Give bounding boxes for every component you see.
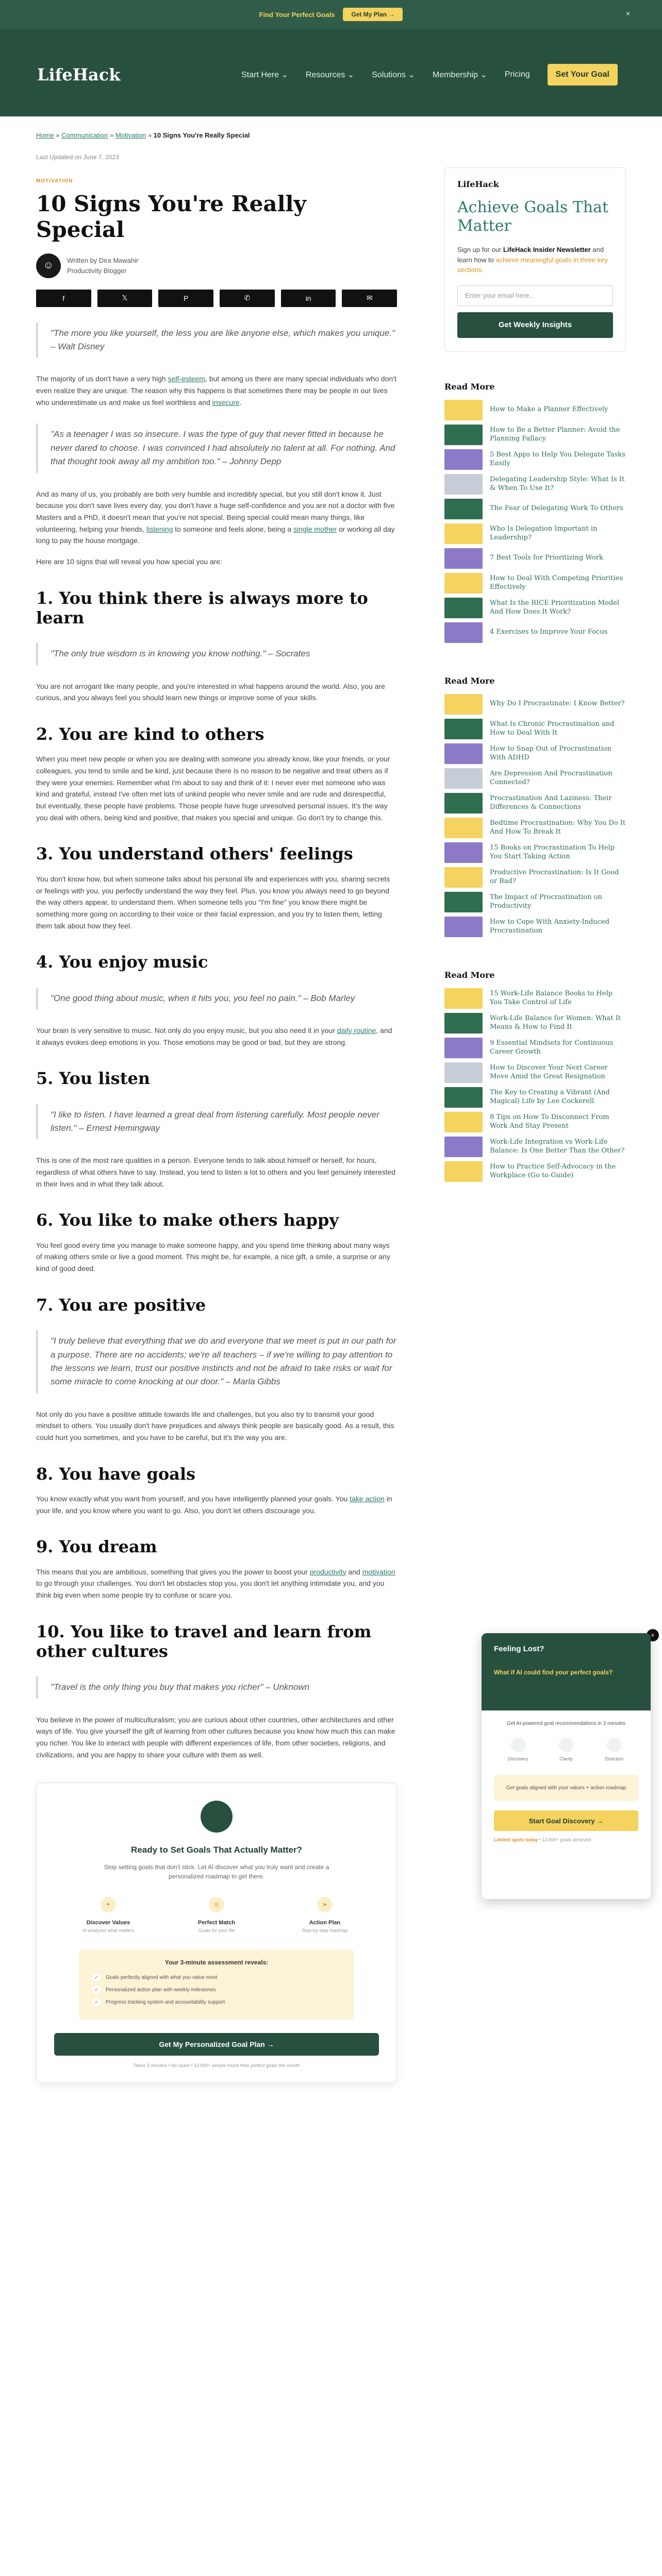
read-more-heading: Read More bbox=[444, 970, 495, 980]
article-thumbnail[interactable] bbox=[444, 1062, 483, 1083]
section-3-text: You don't know how, but when someone talks about his personal life and experiences with you, sharing secrets or feelings with you, you perfectly understand the way they feel. Plus, you know you always need to go beyond the way others appear, to understand them. When someone tells you "I'm fine" you know there might be something more going on according to their voice or their facial expression, and you try to listen them, letting them talk about how they feel. bbox=[36, 874, 390, 930]
set-goal-button[interactable]: Set Your Goal bbox=[548, 64, 618, 86]
read-more-item[interactable] bbox=[444, 1060, 626, 1085]
article-thumbnail[interactable] bbox=[444, 523, 483, 544]
quote-depp: "As a teenager I was so insecure. I was the type of guy that never fitted in because he never dared to choose. I was convinced I had absolutely no talent at all. For nothing. And that thought took away all my ambition too." – Johnny Depp bbox=[36, 423, 397, 472]
section-heading-8: 8. You have goals bbox=[36, 1464, 196, 1484]
article-thumbnail[interactable] bbox=[444, 499, 483, 519]
author-info bbox=[67, 256, 138, 276]
article-thumbnail[interactable] bbox=[444, 719, 483, 739]
section-heading-9: 9. You dream bbox=[36, 1537, 157, 1557]
article-category[interactable]: MOTIVATION bbox=[36, 178, 73, 184]
breadcrumb-separator: » bbox=[146, 131, 154, 139]
email-field[interactable]: Enter your email here... bbox=[457, 285, 613, 306]
breadcrumb-current: 10 Signs You're Really Special bbox=[153, 131, 250, 139]
link-self-esteem[interactable]: self-esteem bbox=[168, 375, 205, 383]
nav-item-start-here[interactable]: Start Here ⌄ bbox=[241, 71, 288, 79]
link-single-mother[interactable]: single mother bbox=[293, 524, 337, 533]
whatsapp-icon[interactable]: ✆ bbox=[220, 290, 275, 307]
author-block bbox=[36, 253, 397, 278]
read-more-item[interactable] bbox=[444, 1036, 626, 1060]
popup-guarantee: Get goals aligned with your values + action roadmap bbox=[494, 1775, 638, 1801]
article-thumbnail[interactable] bbox=[444, 449, 483, 470]
step-desc: Step-by-step roadmap bbox=[302, 1927, 348, 1933]
read-more-items bbox=[444, 398, 626, 645]
icon-label: Direction bbox=[605, 1756, 624, 1761]
read-more-item[interactable] bbox=[444, 447, 626, 472]
read-more-list bbox=[444, 970, 626, 1184]
reveal-item: ✓ Progress tracking system and accountability support bbox=[92, 1998, 341, 2006]
read-more-item[interactable] bbox=[444, 1134, 626, 1159]
accent-text: achieve meaningful goals in three key sections. bbox=[457, 256, 608, 274]
read-more-link[interactable]: How to Be a Better Planner: Avoid the Planning Fallacy bbox=[490, 426, 620, 443]
linkedin-icon[interactable]: in bbox=[281, 290, 336, 307]
section-heading-4: 4. You enjoy music bbox=[36, 952, 208, 972]
newsletter-signup bbox=[444, 167, 626, 352]
main-nav bbox=[0, 29, 662, 116]
read-more-item[interactable] bbox=[444, 741, 626, 766]
read-more-item[interactable] bbox=[444, 398, 626, 422]
read-more-link[interactable]: 7 Best Tools for Prioritizing Work bbox=[490, 554, 603, 562]
article-thumbnail[interactable] bbox=[444, 842, 483, 863]
read-more-link[interactable]: Who Is Delegation Important in Leadership? bbox=[490, 524, 598, 541]
read-more-item[interactable] bbox=[444, 791, 626, 816]
goal-plan-button[interactable]: Get My Personalized Goal Plan → bbox=[54, 2033, 379, 2056]
popup-header bbox=[482, 1633, 651, 1710]
text: and bbox=[346, 1567, 362, 1576]
read-more-link[interactable]: What Is Chronic Procrastination and How to Deal With It bbox=[490, 720, 615, 737]
target-icon: ◎ bbox=[209, 1897, 224, 1912]
popup-footer bbox=[494, 1837, 638, 1842]
paragraph-3: Here are 10 signs that will reveal you how special you are: bbox=[36, 557, 223, 566]
popup-desc: Get AI-powered goal recommendations in 3 minutes bbox=[506, 1721, 626, 1726]
article-thumbnail[interactable] bbox=[444, 598, 483, 618]
read-more-list bbox=[444, 382, 626, 645]
section-heading-1: 1. You think there is always more to learn bbox=[36, 588, 368, 628]
read-more-item[interactable] bbox=[444, 865, 626, 890]
intro-paragraph bbox=[36, 373, 397, 408]
site-logo[interactable]: LifeHack bbox=[37, 65, 121, 84]
link-listening[interactable]: listening bbox=[146, 524, 173, 533]
read-more-item[interactable] bbox=[444, 1085, 626, 1110]
text: to someone and feels alone, being a bbox=[173, 524, 293, 533]
article-thumbnail[interactable] bbox=[444, 1112, 483, 1132]
section-10-text: You believe in the power of multiculturalism; you are curious about other countries, other architectures and other ways of life. You give yourself the gift of learning from other cultures because you know how much this can make you richer. You like to interact with people with different experiences of life, from other societies, religions, and civilizations, and you are happy to share your culture with them as well. bbox=[36, 1715, 395, 1759]
newsletter-name: LifeHack Insider Newsletter bbox=[503, 246, 591, 253]
read-more-list bbox=[444, 676, 626, 939]
breadcrumb-home[interactable]: Home bbox=[36, 131, 54, 139]
text: , and it always evokes deep emotions in you. Those emotions may be good or bad, but they are strong. bbox=[36, 1026, 392, 1046]
goal-discovery-popup bbox=[482, 1633, 651, 1899]
start-goal-discovery-button[interactable]: Start Goal Discovery → bbox=[494, 1810, 638, 1831]
nav-item-resources[interactable]: Resources ⌄ bbox=[305, 71, 355, 79]
read-more-link[interactable]: How to Snap Out of Procrastination With ADHD bbox=[490, 744, 612, 761]
article-thumbnail[interactable] bbox=[444, 1161, 483, 1182]
quiz-step bbox=[286, 1897, 363, 1933]
read-more-link[interactable]: 5 Best Apps to Help You Delegate Tasks Easily bbox=[490, 450, 625, 467]
article-thumbnail[interactable] bbox=[444, 818, 483, 838]
text: in your life, and you know where you want to go. Also, you don't let others discourage you. bbox=[36, 1494, 392, 1515]
article-thumbnail[interactable] bbox=[444, 1137, 483, 1157]
promo-close-icon[interactable]: × bbox=[625, 9, 630, 18]
article-thumbnail[interactable] bbox=[444, 622, 483, 643]
read-more-link[interactable]: How to Make a Planner Effectively bbox=[490, 405, 608, 414]
read-more-link[interactable]: Productive Procrastination: Is It Good or Bad? bbox=[490, 868, 619, 885]
quote-disney: "The more you like yourself, the less you are like anyone else, which makes you unique." – Walt Disney bbox=[36, 323, 397, 358]
text: . bbox=[239, 398, 242, 406]
direction-item bbox=[596, 1738, 632, 1761]
article-thumbnail[interactable] bbox=[444, 425, 483, 445]
article-thumbnail[interactable] bbox=[444, 917, 483, 937]
author-name[interactable]: Written by Dira Mawahir bbox=[67, 257, 139, 265]
popup-close-icon[interactable]: × bbox=[647, 1629, 659, 1641]
target-icon bbox=[201, 1801, 233, 1833]
icon-label: Discovery bbox=[507, 1756, 528, 1761]
read-more-item[interactable] bbox=[444, 422, 626, 447]
article-thumbnail[interactable] bbox=[444, 400, 483, 420]
article bbox=[36, 131, 397, 2083]
read-more-item[interactable] bbox=[444, 1011, 626, 1036]
quiz-subtitle: Stop setting goals that don't stick. Let AI discover what you truly want and create a personalized roadmap to get there. bbox=[104, 1863, 329, 1880]
share-bar bbox=[36, 290, 397, 307]
text: This means that you are ambitious, something that gives you the power to boost your bbox=[36, 1567, 310, 1576]
quote-hemingway: "I like to listen. I have learned a great deal from listening carefully. Most people never listen." – Ernest Hemingway bbox=[36, 1104, 397, 1140]
clarity-icon bbox=[559, 1738, 573, 1752]
section-4-text bbox=[36, 1025, 397, 1048]
text: or working all day long to pay the house mortgage. bbox=[36, 524, 395, 545]
signup-brand: LifeHack bbox=[457, 179, 499, 189]
read-more-item[interactable] bbox=[444, 914, 626, 939]
step-name: Action Plan bbox=[309, 1919, 341, 1926]
last-updated: Last Updated on June 7, 2023 bbox=[36, 154, 119, 161]
read-more-link[interactable]: Are Depression And Procrastination Connected? bbox=[490, 769, 613, 786]
breadcrumb bbox=[36, 131, 397, 139]
nav-item-pricing[interactable]: Pricing bbox=[504, 70, 530, 79]
article-thumbnail[interactable] bbox=[444, 892, 483, 912]
quiz-title: Ready to Set Goals That Actually Matter? bbox=[131, 1844, 302, 1855]
section-8-text bbox=[36, 1493, 397, 1516]
section-7-text: Not only do you have a positive attitude towards life and challenges, but you also try to transmit your good mindset to others. You usually don't have prejudices and always think people are basically good. As a result, this could hurt you sometimes, and you have to be careful, but it's the way you are. bbox=[36, 1410, 394, 1442]
read-more-link[interactable]: Bedtime Procrastination: Why You Do It And How To Break It bbox=[490, 819, 626, 836]
discovery-icon bbox=[511, 1738, 525, 1752]
facebook-icon[interactable]: f bbox=[36, 290, 91, 307]
article-thumbnail[interactable] bbox=[444, 793, 483, 814]
article-thumbnail[interactable] bbox=[444, 694, 483, 715]
pinterest-icon[interactable]: P bbox=[158, 290, 213, 307]
popup-body bbox=[482, 1710, 651, 1853]
step-desc: Goals for your life bbox=[198, 1927, 235, 1933]
page-title: 10 Signs You're Really Special bbox=[36, 191, 306, 243]
breadcrumb-motivation[interactable]: Motivation bbox=[115, 131, 146, 139]
article-thumbnail[interactable] bbox=[444, 548, 483, 569]
article-thumbnail[interactable] bbox=[444, 1038, 483, 1058]
step-desc: AI analyzes what matters bbox=[82, 1927, 135, 1933]
read-more-heading: Read More bbox=[444, 675, 495, 686]
quiz-steps bbox=[54, 1897, 379, 1933]
icon-label: Clarity bbox=[559, 1756, 573, 1761]
weekly-insights-button[interactable]: Get Weekly Insights bbox=[457, 312, 613, 338]
email-icon[interactable]: ✉ bbox=[342, 290, 397, 307]
direction-icon bbox=[607, 1738, 621, 1752]
read-more-link[interactable]: The Key to Creating a Vibrant (And Magical) Life by Lee Cockerell bbox=[490, 1088, 610, 1105]
nav-menu bbox=[241, 64, 618, 86]
step-name: Perfect Match bbox=[197, 1919, 236, 1926]
signup-headline: Achieve Goals That Matter bbox=[457, 198, 609, 235]
read-more-link[interactable]: What Is the RICE Prioritization Model And How Does It Work? bbox=[490, 599, 620, 616]
read-more-item[interactable] bbox=[444, 1159, 626, 1184]
read-more-item[interactable] bbox=[444, 571, 626, 596]
read-more-item[interactable] bbox=[444, 472, 626, 497]
quote-gibbs: "I truly believe that everything that we do and everyone that we meet is put in our path for a purpose. There are no accidents; we're all teachers – if we're willing to pay attention to the lessons we learn, trust our positive instincts and not be afraid to take risks or wait for some miracle to come knocking at our door." – Marla Gibbs bbox=[36, 1330, 397, 1393]
text: Your brain is very sensitive to music. Not only do you enjoy music, but you also need it in your bbox=[36, 1026, 337, 1035]
read-more-link[interactable]: 9 Essential Mindsets for Continuous Career Growth bbox=[490, 1039, 614, 1056]
sidebar bbox=[444, 167, 626, 1184]
text: And as many of us, you probably are both very humble and incredibly special, but you still don't know it. Just because you don't save lives every day, you don't have a huge self-confidence and you are not a doctor with five Masters and a PhD, it doesn't mean that you're not special. Being special could mean many things, like volunteering, helping your friends, bbox=[36, 489, 395, 533]
section-5-text: This is one of the most rare qualities in a person. Everyone tends to talk about himself or herself, for hours, regardless of what others have to say. Instead, you tend to listen a lot to others and you feel genuinely interested in their lives and in what they talk about. bbox=[36, 1156, 396, 1188]
link-motivation[interactable]: motivation bbox=[362, 1567, 395, 1576]
text: • 12,000+ goals achieved bbox=[538, 1837, 591, 1842]
read-more-item[interactable] bbox=[444, 596, 626, 620]
read-more-item[interactable] bbox=[444, 692, 626, 717]
nav-item-solutions[interactable]: Solutions ⌄ bbox=[372, 71, 415, 79]
read-more-item[interactable] bbox=[444, 497, 626, 521]
read-more-item[interactable] bbox=[444, 521, 626, 546]
goal-quiz-card bbox=[36, 1783, 397, 2083]
popup-title: Feeling Lost? bbox=[494, 1645, 544, 1653]
map-icon: ➤ bbox=[317, 1897, 333, 1912]
article-thumbnail[interactable] bbox=[444, 1013, 483, 1033]
quiz-step bbox=[70, 1897, 147, 1933]
discovery-item bbox=[500, 1738, 536, 1761]
read-more-heading: Read More bbox=[444, 381, 495, 392]
popup-icons bbox=[494, 1738, 638, 1761]
section-heading-5: 5. You listen bbox=[36, 1069, 151, 1089]
quiz-footer: Takes 3 minutes • No spam • 12,000+ people found their perfect goals this month bbox=[133, 2062, 300, 2068]
read-more-link[interactable]: 15 Books on Procrastination To Help You Start Taking Action bbox=[490, 843, 615, 860]
text: to go through your challenges. You don't let obstacles stop you, you don't let anything intimidate you, and you think big even when some people try to confuse or scare you. bbox=[36, 1579, 385, 1600]
link-daily-routine[interactable]: daily routine bbox=[337, 1026, 376, 1035]
article-thumbnail[interactable] bbox=[444, 867, 483, 888]
popup-subtitle: What if AI could find your perfect goals? bbox=[494, 1669, 613, 1676]
section-heading-7: 7. You are positive bbox=[36, 1295, 206, 1315]
read-more-link[interactable]: How to Practice Self-Advocacy in the Workplace (Go to Guide) bbox=[490, 1162, 616, 1179]
step-name: Discover Values bbox=[86, 1919, 130, 1926]
top-promo-bar bbox=[0, 0, 662, 29]
text: , but among us there are many special individuals who don't even realize they are unique. The reason why this happens is that sometimes there may be people in our lives who underestimate us and make us feel worthless and bbox=[36, 375, 396, 406]
quote-travel: "Travel is the only thing you buy that makes you richer" – Unknown bbox=[36, 1676, 397, 1698]
read-more-item[interactable] bbox=[444, 1110, 626, 1134]
read-more-link[interactable]: The Impact of Procrastination on Productivity bbox=[490, 893, 602, 910]
reveal-item: ✓ Goals perfectly aligned with what you value most bbox=[92, 1973, 341, 1981]
read-more-item[interactable] bbox=[444, 840, 626, 865]
text: The majority of us don't have a very high bbox=[36, 375, 168, 383]
quote-socrates: "The only true wisdom is in knowing you know nothing." – Socrates bbox=[36, 643, 397, 665]
read-more-item[interactable] bbox=[444, 620, 626, 645]
quote-marley: "One good thing about music, when it hits you, you feel no pain." – Bob Marley bbox=[36, 988, 397, 1009]
read-more-link[interactable]: Procrastination And Laziness: Their Differences & Connections bbox=[490, 794, 612, 811]
reveal-title: Your 3-minute assessment reveals: bbox=[164, 1958, 269, 1966]
article-thumbnail[interactable] bbox=[444, 1087, 483, 1108]
article-thumbnail[interactable] bbox=[444, 743, 483, 764]
section-2-text: When you meet new people or when you are dealing with someone you already know, like your friends, or your colleagues, you tend to smile and be kind, just because there is no reason to be negative and treat others as if they were your enemies. Remember what I'm about to say and think of it: I never ever met someone who was kind and grateful, instead I've often met lots of unkind people who never smile and are rude and disrespectful, but eventually, these people have problems. Those people have huge unresolved personal issues. It's the way you deal with others, being kind and positive, that makes you special and unique. Go don't try to change this. bbox=[36, 755, 390, 822]
quiz-step bbox=[178, 1897, 255, 1933]
promo-text: Find Your Perfect Goals bbox=[259, 10, 335, 19]
section-heading-2: 2. You are kind to others bbox=[36, 724, 264, 744]
read-more-items bbox=[444, 692, 626, 939]
read-more-link[interactable]: Work-Life Balance for Women: What It Means & How to Find It bbox=[490, 1014, 621, 1031]
read-more-link[interactable]: Delegating Leadership Style: What Is It & When To Use It? bbox=[490, 475, 625, 492]
section-heading-6: 6. You like to make others happy bbox=[36, 1210, 339, 1230]
breadcrumb-separator: » bbox=[108, 131, 115, 139]
section-heading-3: 3. You understand others' feelings bbox=[36, 844, 353, 864]
article-thumbnail[interactable] bbox=[444, 988, 483, 1009]
section-1-text: You are not arrogant like many people, and you're interested in what happens around the world. Also, you are curious, and you always feel you should learn new things or improve some of your skills. bbox=[36, 682, 385, 702]
reveal-item: ✓ Personalized action plan with weekly milestones bbox=[92, 1986, 341, 1994]
read-more-item[interactable] bbox=[444, 890, 626, 914]
text: You know exactly what you want from yourself, and you have intelligently planned your goals. You bbox=[36, 1494, 350, 1503]
section-heading-10: 10. You like to travel and learn from other cultures bbox=[36, 1621, 372, 1662]
limited-spots: Limited spots today bbox=[494, 1837, 538, 1842]
avatar[interactable]: ☺ bbox=[36, 253, 61, 278]
read-more-link[interactable]: 4 Exercises to Improve Your Focus bbox=[490, 628, 608, 636]
nav-item-membership[interactable]: Membership ⌄ bbox=[432, 71, 487, 79]
read-more-link[interactable]: Why Do I Procrastinate: I Know Better? bbox=[490, 700, 625, 708]
compass-icon: ✦ bbox=[101, 1897, 116, 1912]
paragraph-2 bbox=[36, 488, 397, 547]
signup-description bbox=[457, 245, 613, 275]
section-6-text: You feel good every time you manage to make someone happy, and you spend time thinking about many ways of making others smile or live a good moment. This might be, for example, a nice gift, a smile, a surprise or any kind of good deed. bbox=[36, 1241, 390, 1273]
article-thumbnail[interactable] bbox=[444, 573, 483, 594]
read-more-link[interactable]: 15 Work-Life Balance Books to Help You Take Control of Life bbox=[490, 989, 613, 1006]
author-role: Productivity Blogger bbox=[67, 266, 127, 275]
read-more-item[interactable] bbox=[444, 816, 626, 840]
read-more-link[interactable]: How to Cope With Anxiety-Induced Procrastination bbox=[490, 918, 609, 935]
promo-button[interactable]: Get My Plan → bbox=[343, 8, 403, 21]
read-more-link[interactable]: How to Deal With Competing Priorities Effectively bbox=[490, 574, 623, 591]
text: and learn how to bbox=[457, 246, 604, 264]
read-more-item[interactable] bbox=[444, 717, 626, 741]
clarity-item bbox=[548, 1738, 584, 1761]
read-more-link[interactable]: How to Discover Your Next Career Move Amid the Great Resignation bbox=[490, 1063, 608, 1080]
article-thumbnail[interactable] bbox=[444, 474, 483, 495]
link-productivity[interactable]: productivity bbox=[309, 1567, 346, 1576]
read-more-item[interactable] bbox=[444, 546, 626, 571]
read-more-link[interactable]: The Fear of Delegating Work To Others bbox=[490, 504, 623, 513]
link-insecure[interactable]: insecure bbox=[212, 398, 240, 406]
link-take-action[interactable]: take action bbox=[350, 1494, 385, 1503]
text: Sign up for our bbox=[457, 246, 503, 253]
read-more-item[interactable] bbox=[444, 766, 626, 791]
breadcrumb-communication[interactable]: Communication bbox=[61, 131, 108, 139]
read-more-link[interactable]: 8 Tips on How To Disconnect From Work And Stay Present bbox=[490, 1113, 609, 1130]
quiz-reveal-box bbox=[79, 1950, 354, 2020]
breadcrumb-separator: » bbox=[54, 131, 62, 139]
read-more-items bbox=[444, 986, 626, 1184]
section-9-text bbox=[36, 1566, 397, 1601]
read-more-link[interactable]: Work-Life Integration vs Work-Life Balance: Is One Better Than the Other? bbox=[490, 1138, 625, 1155]
article-thumbnail[interactable] bbox=[444, 768, 483, 789]
read-more-item[interactable] bbox=[444, 986, 626, 1011]
x-icon[interactable]: 𝕏 bbox=[97, 290, 153, 307]
